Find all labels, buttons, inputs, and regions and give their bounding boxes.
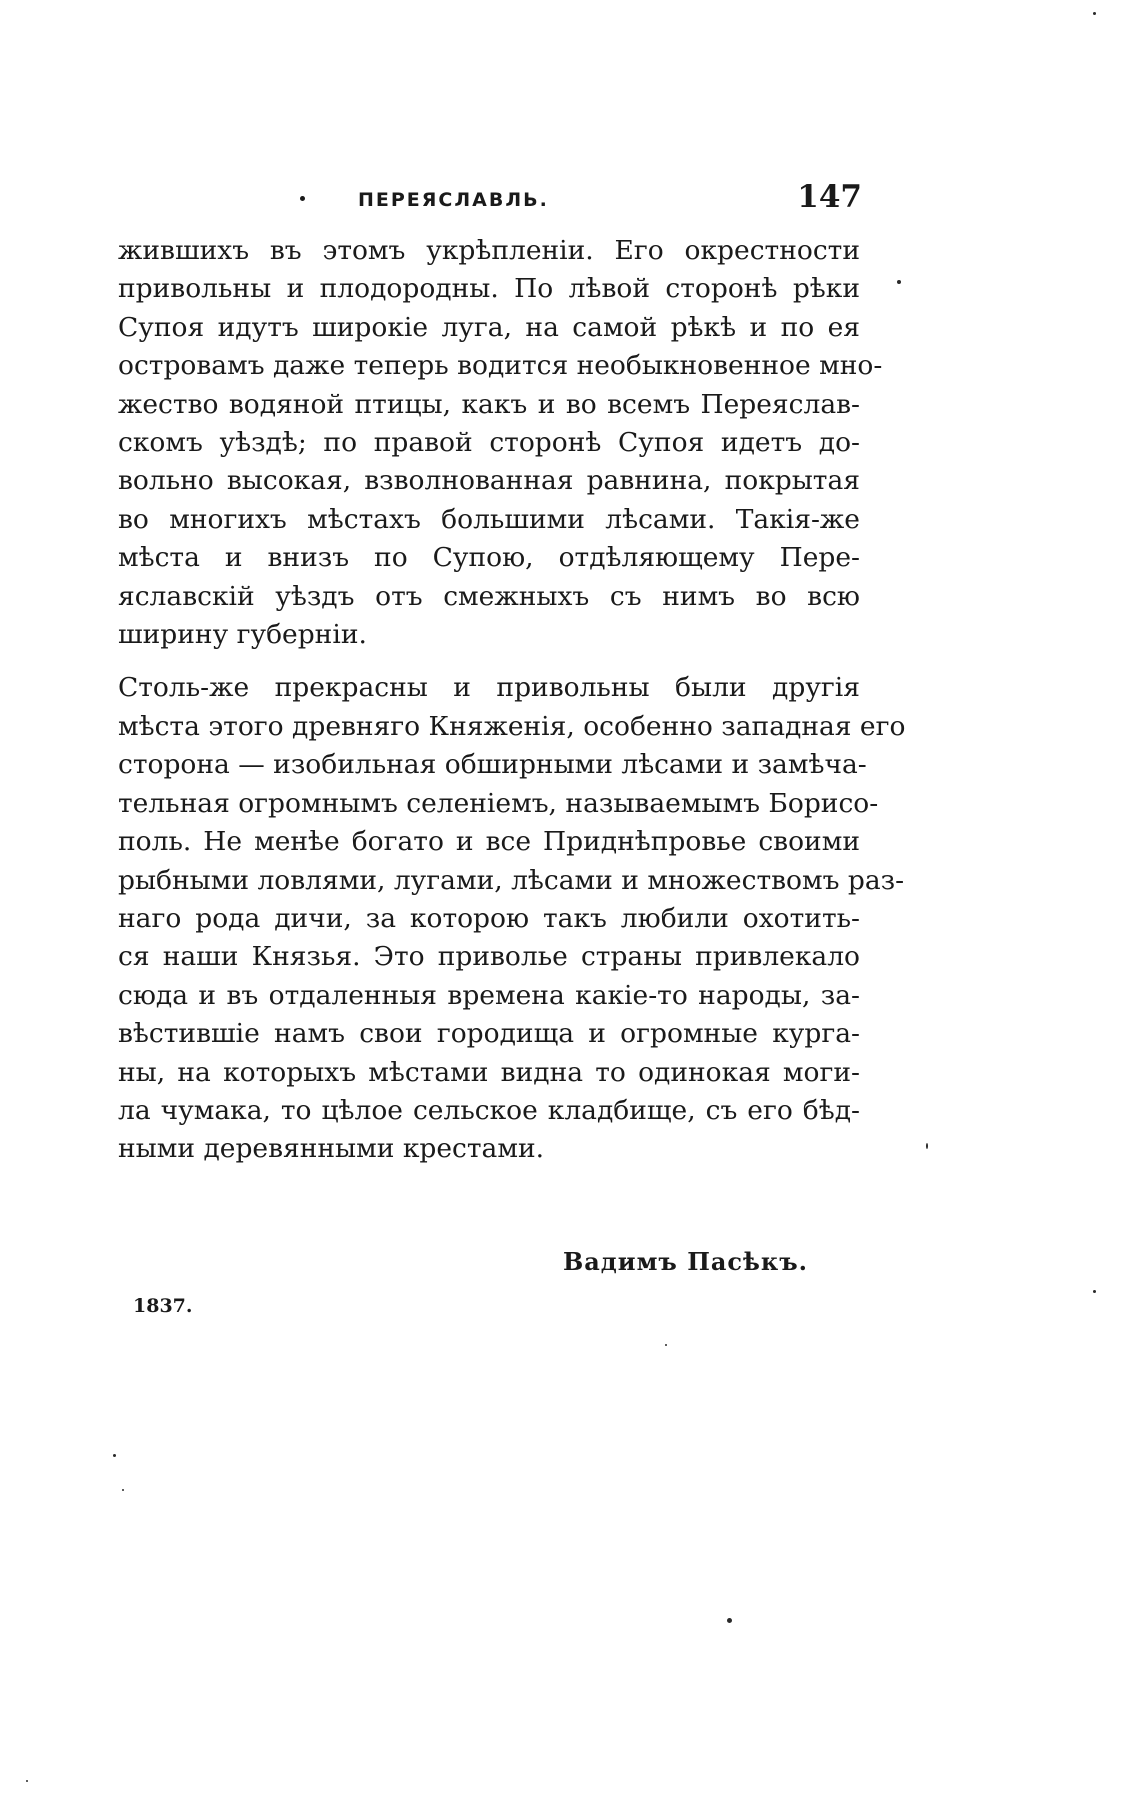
text-line: яславскій уѣздъ отъ смежныхъ съ нимъ во всю xyxy=(118,580,860,612)
text-line: Столь-же прекрасны и привольны были другія xyxy=(118,672,860,704)
text-line: ны, на которыхъ мѣстами видна то одинокая моги- xyxy=(118,1056,860,1088)
text-line: ся наши Князья. Это приволье страны привлекало xyxy=(118,941,860,973)
scan-speck xyxy=(122,1489,124,1491)
text-line: во многихъ мѣстахъ большими лѣсами. Такія-же xyxy=(118,503,860,535)
scan-speck xyxy=(1093,12,1096,15)
scan-speck xyxy=(897,280,901,284)
scan-speck xyxy=(26,1780,28,1782)
paragraph-gap xyxy=(118,654,860,669)
page-header xyxy=(300,179,862,226)
text-line: вольно высокая, взволнованная равнина, покрытая xyxy=(118,465,860,497)
publication-year: 1837. xyxy=(133,1295,193,1317)
text-line: наго рода дичи, за которою такъ любили охотить- xyxy=(118,902,860,934)
author-signature: Вадимъ Пасѣкъ. xyxy=(562,1247,808,1276)
text-line: Супоя идутъ широкіе луга, на самой рѣкѣ и по ея xyxy=(118,311,860,343)
scan-speck xyxy=(727,1618,732,1623)
paragraph-1 xyxy=(118,232,883,654)
header-ornament-dot xyxy=(300,196,305,201)
text-line: привольны и плодородны. По лѣвой сторонѣ рѣки xyxy=(118,273,860,305)
scan-speck xyxy=(926,1143,928,1149)
text-line: мѣста и внизъ по Супою, отдѣляющему Пере- xyxy=(118,542,860,574)
text-line: сюда и въ отдаленныя времена какіе-то народы, за- xyxy=(118,979,860,1011)
body-text xyxy=(118,232,906,1169)
text-line: мѣста этого древняго Княженія, особенно западная его xyxy=(118,710,906,742)
text-line: поль. Не менѣе богато и все Приднѣпровье своими xyxy=(118,826,860,858)
paragraph-2 xyxy=(118,669,906,1168)
page-number: 147 xyxy=(797,179,862,215)
text-line: ширину губерніи. xyxy=(118,619,367,651)
text-line: скомъ уѣздѣ; по правой сторонѣ Супоя идетъ до- xyxy=(118,427,860,459)
scan-speck xyxy=(665,1344,667,1346)
text-line: тельная огромнымъ селеніемъ, называемымъ Борисо- xyxy=(118,787,879,819)
text-line: вѣстившіе намъ свои городища и огромные курга- xyxy=(118,1018,860,1050)
scan-speck xyxy=(113,1454,116,1457)
text-line: ными деревянными крестами. xyxy=(118,1133,545,1165)
text-line: сторона — изобильная обширными лѣсами и замѣча- xyxy=(118,749,867,781)
text-line: жество водяной птицы, какъ и во всемъ Переяслав- xyxy=(118,388,860,420)
text-line: жившихъ въ этомъ укрѣпленіи. Его окрестности xyxy=(118,235,860,266)
scan-speck xyxy=(1093,1290,1096,1293)
text-line: островамъ даже теперь водится необыкновенное мно- xyxy=(118,350,883,382)
running-head: ПЕРЕЯСЛАВЛЬ. xyxy=(358,189,549,211)
text-line: ла чумака, то цѣлое сельское кладбище, съ его бѣд- xyxy=(118,1094,860,1126)
text-line: рыбными ловлями, лугами, лѣсами и множествомъ раз- xyxy=(118,864,905,896)
